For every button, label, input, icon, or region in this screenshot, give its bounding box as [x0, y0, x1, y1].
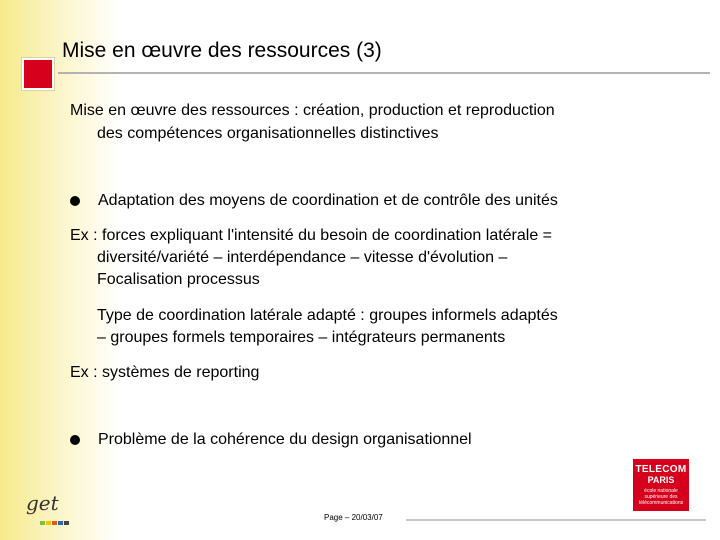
get-logo-dots	[40, 512, 70, 516]
bullet-coherence: Problème de la cohérence du design organisationnel	[98, 431, 472, 448]
coordination-type-line-1: Type de coordination latérale adapté : groupes informels adaptés	[97, 307, 558, 324]
logo-line-3: école nationale supérieure des télécommunications	[638, 488, 684, 506]
bullet-dot	[70, 196, 80, 206]
example-forces-line-3: Focalisation processus	[97, 271, 260, 288]
telecom-paris-logo	[633, 459, 689, 511]
bullet-adaptation: Adaptation des moyens de coordination et de contrôle des unités	[98, 192, 558, 209]
example-reporting: Ex : systèmes de reporting	[70, 364, 260, 381]
slide-title: Mise en œuvre des ressources (3)	[62, 39, 382, 62]
example-forces-line-1: Ex : forces expliquant l'intensité du besoin de coordination latérale =	[70, 227, 553, 244]
get-logo	[26, 492, 70, 518]
intro-line-2: des compétences organisationnelles distinctives	[97, 125, 439, 142]
page-footer: Page – 20/03/07	[324, 513, 383, 522]
get-logo-word: get	[26, 491, 59, 515]
coordination-type-line-2: – groupes formels temporaires – intégrateurs permanents	[97, 329, 506, 346]
logo-line-2: PARIS	[647, 475, 675, 485]
logo-line-1: TELECOM	[635, 464, 687, 475]
example-forces-line-2: diversité/variété – interdépendance – vitesse d'évolution –	[97, 249, 508, 266]
bullet-dot	[70, 435, 80, 445]
intro-line-1: Mise en œuvre des ressources : création, production et reproduction	[70, 102, 555, 119]
footer-rule	[406, 519, 706, 521]
